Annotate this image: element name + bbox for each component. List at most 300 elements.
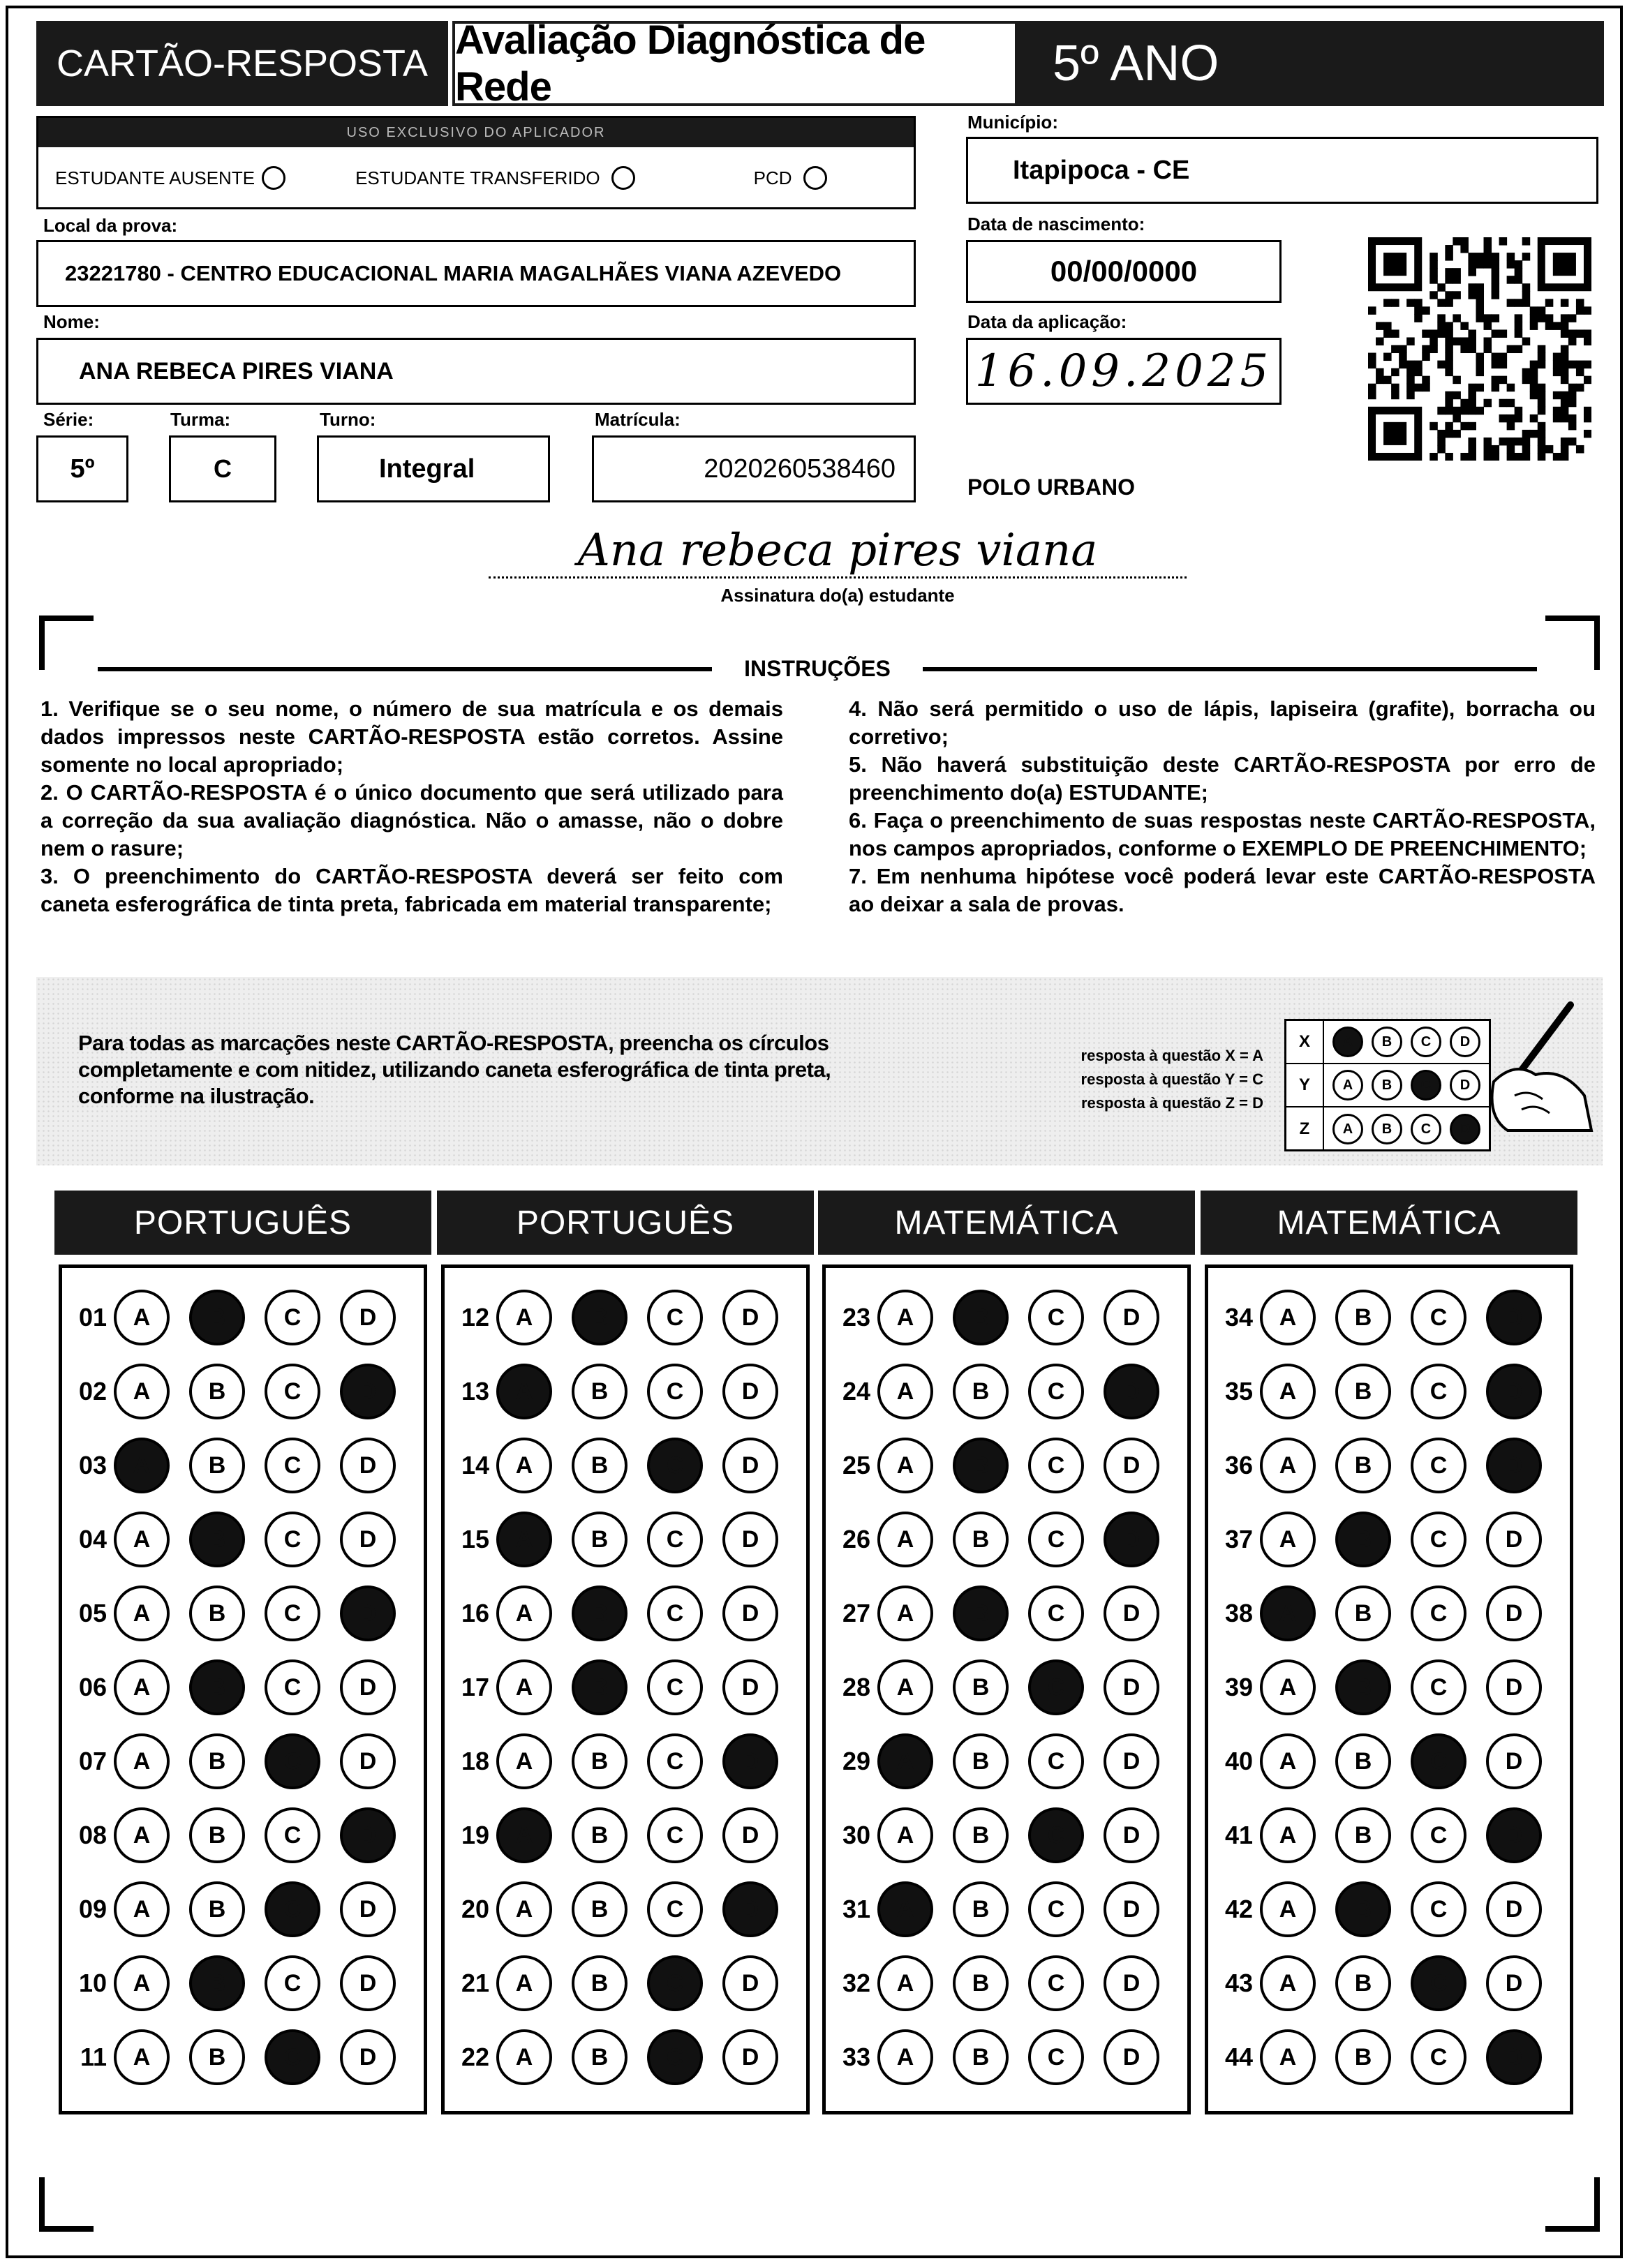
registration-mark-bottom-right — [1545, 2177, 1600, 2232]
answer-bubble-b[interactable]: B — [953, 1290, 1009, 1345]
question-number: 39 — [1224, 1673, 1253, 1701]
example-bubble-d: D — [1450, 1070, 1480, 1101]
hand-pen-icon — [1466, 998, 1605, 1137]
answer-bubble-c[interactable]: C — [1028, 2029, 1084, 2085]
legend-z: resposta à questão Z = D — [1080, 1094, 1263, 1112]
question-number: 36 — [1224, 1451, 1253, 1479]
answer-bubble-b[interactable]: B — [953, 1881, 1009, 1937]
answer-bubble-d[interactable]: D — [340, 1659, 396, 1715]
answer-bubble-b[interactable]: B — [1335, 1881, 1391, 1937]
example-row-label: X — [1286, 1021, 1324, 1063]
answer-bubble-d[interactable]: D — [1486, 1881, 1542, 1937]
answer-bubble-a[interactable]: A — [114, 1290, 170, 1345]
answer-bubble-d[interactable]: D — [1486, 1807, 1542, 1863]
answer-bubble-d[interactable]: D — [340, 1881, 396, 1937]
answer-bubble-a[interactable]: A — [877, 2029, 933, 2085]
answer-bubble-c[interactable]: C — [647, 1659, 703, 1715]
question-number: 09 — [78, 1895, 107, 1923]
answer-bubble-c[interactable]: C — [647, 1438, 703, 1493]
answer-bubble-b[interactable]: B — [189, 1586, 245, 1641]
answer-bubble-d[interactable]: D — [1486, 1438, 1542, 1493]
answer-bubble-b[interactable]: B — [953, 1807, 1009, 1863]
answer-bubble-b[interactable]: B — [572, 1881, 627, 1937]
question-number: 01 — [78, 1303, 107, 1331]
question-row — [826, 1946, 1159, 2020]
answer-bubble-a[interactable]: A — [496, 1881, 552, 1937]
sheet-title: CARTÃO-RESPOSTA — [36, 21, 448, 106]
example-bubble-c: C — [1411, 1027, 1441, 1057]
example-row — [1286, 1107, 1489, 1151]
question-number: 13 — [461, 1377, 489, 1405]
answer-bubble-d[interactable]: D — [340, 1290, 396, 1345]
local-field — [36, 240, 916, 307]
question-row — [1208, 1946, 1542, 2020]
answer-bubble-d[interactable]: D — [1486, 1733, 1542, 1789]
answer-bubble-a[interactable]: A — [114, 1881, 170, 1937]
answer-bubble-a[interactable]: A — [877, 1881, 933, 1937]
example-legend — [1012, 1044, 1263, 1115]
answer-bubble-d[interactable]: D — [1104, 1290, 1159, 1345]
answer-bubble-d[interactable]: D — [1104, 1881, 1159, 1937]
answer-bubble-a[interactable]: A — [1260, 2029, 1316, 2085]
absent-radio[interactable] — [262, 166, 285, 190]
answer-bubble-c[interactable]: C — [265, 1586, 320, 1641]
turno-value: Integral — [379, 454, 475, 484]
answer-bubble-b[interactable]: B — [953, 1659, 1009, 1715]
answer-bubble-d[interactable]: D — [1486, 1512, 1542, 1567]
answer-bubble-b[interactable]: B — [572, 1438, 627, 1493]
question-number: 05 — [78, 1599, 107, 1627]
answer-bubble-d[interactable]: D — [340, 1955, 396, 2011]
answer-bubble-a[interactable]: A — [1260, 1659, 1316, 1715]
answer-bubble-b[interactable]: B — [953, 1955, 1009, 2011]
answer-bubble-c[interactable]: C — [1411, 1512, 1466, 1567]
answer-bubble-a[interactable]: A — [496, 1290, 552, 1345]
question-row — [445, 1724, 778, 1798]
answer-bubble-b[interactable]: B — [953, 2029, 1009, 2085]
answer-bubble-a[interactable]: A — [1260, 1955, 1316, 2011]
answer-bubble-a[interactable]: A — [877, 1438, 933, 1493]
answer-bubble-a[interactable]: A — [1260, 1586, 1316, 1641]
grade-title: 5º ANO — [1018, 21, 1604, 106]
answer-bubble-b[interactable]: B — [572, 1807, 627, 1863]
answer-bubble-c[interactable]: C — [1028, 1438, 1084, 1493]
answer-bubble-d[interactable]: D — [1486, 2029, 1542, 2085]
answer-bubble-a[interactable]: A — [496, 1512, 552, 1567]
question-number: 33 — [842, 2043, 870, 2071]
legend-y: resposta à questão Y = C — [1080, 1070, 1263, 1088]
question-row — [445, 1502, 778, 1576]
answer-bubble-b[interactable]: B — [1335, 2029, 1391, 2085]
answer-bubble-d[interactable]: D — [1486, 1364, 1542, 1419]
answer-bubble-d[interactable]: D — [340, 1586, 396, 1641]
answer-bubble-b[interactable]: B — [572, 1364, 627, 1419]
question-number: 17 — [461, 1673, 489, 1701]
answer-bubble-c[interactable]: C — [1411, 2029, 1466, 2085]
answer-bubble-a[interactable]: A — [877, 1586, 933, 1641]
answer-bubble-b[interactable]: B — [953, 1438, 1009, 1493]
nome-value: ANA REBECA PIRES VIANA — [79, 357, 394, 385]
answer-bubble-d[interactable]: D — [1486, 1955, 1542, 2011]
answer-bubble-d[interactable]: D — [340, 1733, 396, 1789]
instruction-5: 5. Não haverá substituição deste CARTÃO-RESPOSTA por erro de preenchimento do(a) ESTUDANTE; — [849, 752, 1596, 805]
answer-bubble-c[interactable]: C — [265, 1733, 320, 1789]
example-row-label: Z — [1286, 1107, 1324, 1151]
answer-bubble-b[interactable]: B — [1335, 1290, 1391, 1345]
turno-field — [317, 435, 550, 502]
answer-bubble-c[interactable]: C — [1411, 1733, 1466, 1789]
answer-bubble-b[interactable]: B — [1335, 1438, 1391, 1493]
transferred-label: ESTUDANTE TRANSFERIDO — [355, 167, 600, 188]
answer-bubble-d[interactable]: D — [722, 1290, 778, 1345]
answer-bubble-c[interactable]: C — [1028, 1881, 1084, 1937]
exam-title: Avaliação Diagnóstica de Rede — [452, 21, 1018, 106]
answer-bubble-b[interactable]: B — [189, 1659, 245, 1715]
question-row — [1208, 1428, 1542, 1502]
question-row — [826, 2020, 1159, 2094]
question-number: 43 — [1224, 1969, 1253, 1997]
answer-bubble-a[interactable]: A — [1260, 1438, 1316, 1493]
instruction-7: 7. Em nenhuma hipótese você poderá levar este CARTÃO-RESPOSTA ao deixar a sala de provas. — [849, 864, 1596, 916]
answer-bubble-d[interactable]: D — [722, 1881, 778, 1937]
answer-bubble-d[interactable]: D — [1104, 1586, 1159, 1641]
answer-bubble-b[interactable]: B — [189, 1807, 245, 1863]
answer-bubble-c[interactable]: C — [265, 1512, 320, 1567]
answer-bubble-c[interactable]: C — [1028, 1290, 1084, 1345]
question-row — [445, 1428, 778, 1502]
answer-bubble-c[interactable]: C — [1028, 1733, 1084, 1789]
answer-bubble-c[interactable]: C — [647, 2029, 703, 2085]
answer-bubble-b[interactable]: B — [189, 2029, 245, 2085]
answer-bubble-c[interactable]: C — [647, 1586, 703, 1641]
question-number: 19 — [461, 1821, 489, 1849]
question-number: 14 — [461, 1451, 489, 1479]
instructions-rule-right — [923, 667, 1537, 671]
answer-bubble-c[interactable]: C — [647, 1807, 703, 1863]
answer-bubble-a[interactable]: A — [114, 1512, 170, 1567]
question-number: 11 — [80, 2043, 107, 2071]
question-row — [62, 2020, 396, 2094]
answer-column — [1205, 1264, 1573, 2114]
answer-bubble-c[interactable]: C — [1411, 1807, 1466, 1863]
answer-bubble-b[interactable]: B — [953, 1364, 1009, 1419]
question-number: 07 — [78, 1747, 107, 1775]
question-number: 37 — [1224, 1525, 1253, 1553]
answer-bubble-c[interactable]: C — [1411, 1438, 1466, 1493]
answer-bubble-a[interactable]: A — [496, 1955, 552, 2011]
answer-bubble-d[interactable]: D — [722, 1659, 778, 1715]
answer-bubble-c[interactable]: C — [647, 1955, 703, 2011]
example-row — [1286, 1064, 1489, 1107]
question-number: 27 — [842, 1599, 870, 1627]
answer-bubble-c[interactable]: C — [265, 1364, 320, 1419]
answer-bubble-b[interactable]: B — [189, 1512, 245, 1567]
registration-mark-top-right — [1545, 616, 1600, 670]
answer-bubble-a[interactable]: A — [877, 1955, 933, 2011]
question-number: 26 — [842, 1525, 870, 1553]
question-number: 24 — [842, 1377, 870, 1405]
transferred-radio[interactable] — [611, 166, 635, 190]
answer-bubble-d[interactable]: D — [1104, 1512, 1159, 1567]
nome-label: Nome: — [43, 311, 100, 332]
answer-bubble-a[interactable]: A — [877, 1290, 933, 1345]
matricula-value: 2020260538460 — [704, 454, 896, 484]
answer-bubble-c[interactable]: C — [1028, 1955, 1084, 2011]
question-row — [445, 1650, 778, 1724]
answer-bubble-b[interactable]: B — [572, 1659, 627, 1715]
answer-bubble-a[interactable]: A — [114, 2029, 170, 2085]
answer-bubble-c[interactable]: C — [1411, 1586, 1466, 1641]
answer-bubble-d[interactable]: D — [722, 1807, 778, 1863]
instruction-1: 1. Verifique se o seu nome, o número de sua matrícula e os demais dados impressos neste CARTÃO-RESPOSTA estão corretos. Assine somente no local apropriado; — [40, 696, 783, 777]
question-number: 12 — [461, 1303, 489, 1331]
question-number: 06 — [78, 1673, 107, 1701]
answer-bubble-a[interactable]: A — [1260, 1364, 1316, 1419]
turma-field — [169, 435, 276, 502]
example-bubble-d: D — [1450, 1027, 1480, 1057]
answer-bubble-b[interactable]: B — [1335, 1733, 1391, 1789]
answer-bubble-b[interactable]: B — [953, 1733, 1009, 1789]
answer-bubble-d[interactable]: D — [722, 1438, 778, 1493]
answer-bubble-c[interactable]: C — [1028, 1586, 1084, 1641]
instructions-left — [40, 695, 783, 918]
answer-bubble-a[interactable]: A — [114, 1586, 170, 1641]
question-number: 08 — [78, 1821, 107, 1849]
answer-bubble-d[interactable]: D — [1104, 1364, 1159, 1419]
applicator-banner: USO EXCLUSIVO DO APLICADOR — [38, 118, 914, 147]
answer-bubble-d[interactable]: D — [340, 2029, 396, 2085]
example-bubble-c: C — [1411, 1070, 1441, 1101]
answer-bubble-c[interactable]: C — [647, 1733, 703, 1789]
answer-bubble-d[interactable]: D — [1104, 1955, 1159, 2011]
answer-bubble-b[interactable]: B — [189, 1438, 245, 1493]
answer-bubble-d[interactable]: D — [340, 1438, 396, 1493]
municipio-value: Itapipoca - CE — [1013, 155, 1190, 185]
question-number: 18 — [461, 1747, 489, 1775]
instruction-2: 2. O CARTÃO-RESPOSTA é o único documento que será utilizado para a correção da sua avaliação diagnóstica. Não o amasse, não o dobre nem o rasure; — [40, 780, 783, 860]
answer-bubble-d[interactable]: D — [340, 1512, 396, 1567]
question-row — [1208, 1502, 1542, 1576]
answer-bubble-b[interactable]: B — [189, 1733, 245, 1789]
answer-bubble-a[interactable]: A — [1260, 1881, 1316, 1937]
turno-label: Turno: — [320, 409, 376, 430]
question-row — [1208, 1355, 1542, 1428]
answer-bubble-c[interactable]: C — [1411, 1955, 1466, 2011]
question-row — [1208, 2020, 1542, 2094]
answer-bubble-a[interactable]: A — [496, 1586, 552, 1641]
answer-bubble-a[interactable]: A — [877, 1659, 933, 1715]
question-row — [445, 2020, 778, 2094]
answer-bubble-a[interactable]: A — [1260, 1290, 1316, 1345]
answer-bubble-a[interactable]: A — [496, 1364, 552, 1419]
answer-bubble-b[interactable]: B — [572, 1955, 627, 2011]
answer-bubble-c[interactable]: C — [1028, 1364, 1084, 1419]
answer-bubble-d[interactable]: D — [1486, 1586, 1542, 1641]
example-bubble-b: B — [1372, 1114, 1402, 1144]
answer-bubble-a[interactable]: A — [1260, 1807, 1316, 1863]
answer-bubble-a[interactable]: A — [877, 1733, 933, 1789]
question-row — [1208, 1576, 1542, 1650]
answer-bubble-d[interactable]: D — [722, 2029, 778, 2085]
answer-bubble-c[interactable]: C — [1028, 1659, 1084, 1715]
answer-bubble-d[interactable]: D — [340, 1807, 396, 1863]
question-row — [826, 1281, 1159, 1355]
aplicacao-value: 16.09.2025 — [974, 345, 1273, 397]
answer-column — [59, 1264, 427, 2114]
answer-bubble-d[interactable]: D — [1104, 1733, 1159, 1789]
question-number: 30 — [842, 1821, 870, 1849]
answer-bubble-c[interactable]: C — [265, 1955, 320, 2011]
registration-mark-bottom-left — [39, 2177, 94, 2232]
example-bubble-c: C — [1411, 1114, 1441, 1144]
answer-bubble-d[interactable]: D — [1104, 1438, 1159, 1493]
pcd-label: PCD — [753, 167, 792, 188]
answer-bubble-d[interactable]: D — [722, 1733, 778, 1789]
question-number: 20 — [461, 1895, 489, 1923]
answer-bubble-b[interactable]: B — [1335, 1659, 1391, 1715]
answer-bubble-b[interactable]: B — [953, 1512, 1009, 1567]
answer-bubble-a[interactable]: A — [496, 1807, 552, 1863]
answer-bubble-c[interactable]: C — [265, 1881, 320, 1937]
answer-bubble-a[interactable]: A — [496, 1733, 552, 1789]
answer-bubble-a[interactable]: A — [877, 1364, 933, 1419]
answer-bubble-c[interactable]: C — [1411, 1364, 1466, 1419]
question-row — [62, 1281, 396, 1355]
answer-bubble-a[interactable]: A — [114, 1955, 170, 2011]
nascimento-label: Data de nascimento: — [967, 214, 1145, 234]
question-number: 22 — [461, 2043, 489, 2071]
answer-bubble-d[interactable]: D — [722, 1955, 778, 2011]
subject-header: MATEMÁTICA — [1201, 1191, 1577, 1255]
question-row — [62, 1576, 396, 1650]
answer-bubble-a[interactable]: A — [877, 1512, 933, 1567]
example-row-label: Y — [1286, 1064, 1324, 1106]
question-number: 21 — [461, 1969, 489, 1997]
question-row — [445, 1355, 778, 1428]
answer-bubble-d[interactable]: D — [1104, 1807, 1159, 1863]
question-number: 42 — [1224, 1895, 1253, 1923]
answer-bubble-c[interactable]: C — [1411, 1659, 1466, 1715]
answer-bubble-a[interactable]: A — [114, 1733, 170, 1789]
registration-mark-top-left — [39, 616, 94, 670]
answer-bubble-c[interactable]: C — [647, 1512, 703, 1567]
question-row — [1208, 1281, 1542, 1355]
answer-bubble-b[interactable]: B — [572, 1290, 627, 1345]
answer-bubble-a[interactable]: A — [496, 2029, 552, 2085]
answer-bubble-d[interactable]: D — [1486, 1659, 1542, 1715]
answer-bubble-b[interactable]: B — [189, 1881, 245, 1937]
answer-bubble-d[interactable]: D — [722, 1586, 778, 1641]
answer-bubble-a[interactable]: A — [1260, 1733, 1316, 1789]
answer-bubble-b[interactable]: B — [572, 1733, 627, 1789]
answer-bubble-d[interactable]: D — [1486, 1290, 1542, 1345]
question-number: 04 — [78, 1525, 107, 1553]
answer-bubble-b[interactable]: B — [189, 1290, 245, 1345]
question-number: 38 — [1224, 1599, 1253, 1627]
answer-bubble-b[interactable]: B — [189, 1955, 245, 2011]
answer-bubble-b[interactable]: B — [1335, 1364, 1391, 1419]
instruction-3: 3. O preenchimento do CARTÃO-RESPOSTA deverá ser feito com caneta esferográfica de tinta preta, fabricada em material transparente; — [40, 864, 783, 916]
answer-bubble-d[interactable]: D — [340, 1364, 396, 1419]
answer-bubble-d[interactable]: D — [722, 1512, 778, 1567]
municipio-field — [966, 137, 1598, 204]
question-row — [1208, 1650, 1542, 1724]
question-row — [62, 1724, 396, 1798]
example-bubble-a: A — [1332, 1114, 1363, 1144]
question-row — [62, 1428, 396, 1502]
question-row — [445, 1872, 778, 1946]
question-row — [445, 1281, 778, 1355]
question-number: 34 — [1224, 1303, 1253, 1331]
question-number: 40 — [1224, 1747, 1253, 1775]
answer-bubble-c[interactable]: C — [1411, 1881, 1466, 1937]
answer-bubble-a[interactable]: A — [114, 1807, 170, 1863]
answer-bubble-d[interactable]: D — [1104, 1659, 1159, 1715]
turma-label: Turma: — [170, 409, 231, 430]
answer-bubble-b[interactable]: B — [572, 2029, 627, 2085]
question-number: 32 — [842, 1969, 870, 1997]
answer-bubble-a[interactable]: A — [114, 1364, 170, 1419]
example-bubble-a: A — [1332, 1070, 1363, 1101]
example-text: Para todas as marcações neste CARTÃO-RESPOSTA, preencha os círculos completamente e com nitidez, utilizando caneta esferográfica de tinta preta, conforme na ilustração. — [78, 1031, 831, 1108]
pcd-radio[interactable] — [803, 166, 827, 190]
question-number: 35 — [1224, 1377, 1253, 1405]
answer-bubble-b[interactable]: B — [1335, 1586, 1391, 1641]
answer-bubble-c[interactable]: C — [265, 1659, 320, 1715]
serie-label: Série: — [43, 409, 94, 430]
answer-bubble-d[interactable]: D — [1104, 2029, 1159, 2085]
answer-bubble-c[interactable]: C — [647, 1881, 703, 1937]
question-row — [826, 1724, 1159, 1798]
question-number: 41 — [1224, 1821, 1253, 1849]
answer-bubble-c[interactable]: C — [647, 1364, 703, 1419]
question-row — [826, 1355, 1159, 1428]
answer-bubble-a[interactable]: A — [114, 1659, 170, 1715]
answer-bubble-a[interactable]: A — [877, 1807, 933, 1863]
question-row — [826, 1576, 1159, 1650]
answer-bubble-c[interactable]: C — [265, 2029, 320, 2085]
example-bubble-b: B — [1372, 1027, 1402, 1057]
answer-bubble-b[interactable]: B — [572, 1512, 627, 1567]
answer-bubble-a[interactable]: A — [114, 1438, 170, 1493]
nascimento-value: 00/00/0000 — [1050, 255, 1198, 288]
serie-field — [36, 435, 128, 502]
answer-bubble-a[interactable]: A — [496, 1659, 552, 1715]
answer-bubble-c[interactable]: C — [1411, 1290, 1466, 1345]
answer-bubble-b[interactable]: B — [1335, 1807, 1391, 1863]
signature-label: Assinatura do(a) estudante — [720, 585, 955, 606]
answer-bubble-c[interactable]: C — [647, 1290, 703, 1345]
answer-bubble-a[interactable]: A — [496, 1438, 552, 1493]
question-row — [826, 1872, 1159, 1946]
answer-bubble-c[interactable]: C — [1028, 1512, 1084, 1567]
instructions-rule-left — [98, 667, 712, 671]
answer-bubble-c[interactable]: C — [265, 1807, 320, 1863]
example-row — [1286, 1021, 1489, 1064]
instruction-4: 4. Não será permitido o uso de lápis, lapiseira (grafite), borracha ou corretivo; — [849, 696, 1596, 749]
answer-bubble-b[interactable]: B — [572, 1586, 627, 1641]
example-bubble-d: D — [1450, 1114, 1480, 1144]
answer-bubble-c[interactable]: C — [1028, 1807, 1084, 1863]
answer-bubble-a[interactable]: A — [1260, 1512, 1316, 1567]
answer-bubble-d[interactable]: D — [722, 1364, 778, 1419]
answer-bubble-b[interactable]: B — [189, 1364, 245, 1419]
answer-bubble-c[interactable]: C — [265, 1438, 320, 1493]
answer-bubble-b[interactable]: B — [1335, 1955, 1391, 2011]
answer-bubble-c[interactable]: C — [265, 1290, 320, 1345]
answer-bubble-b[interactable]: B — [953, 1586, 1009, 1641]
answer-bubble-b[interactable]: B — [1335, 1512, 1391, 1567]
